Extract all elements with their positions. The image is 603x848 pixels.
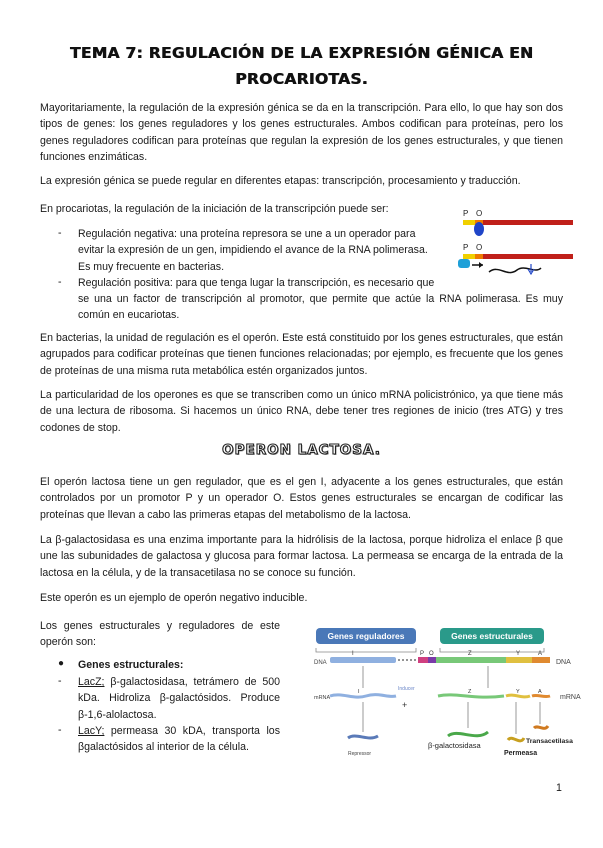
paragraph-genes-intro: Los genes estructurales y reguladores de este operón son: bbox=[40, 620, 280, 649]
operator-segment bbox=[475, 254, 483, 259]
promoter-label: P bbox=[463, 209, 469, 218]
transcription-factor bbox=[458, 259, 470, 268]
mrna-y-label: Y bbox=[516, 689, 520, 695]
genes-estructurales-label: Genes estructurales bbox=[451, 631, 533, 641]
list-item-lacz: LacZ; β-galactosidasa, tetrámero de 500 kDa. Hidroliza β-galactósidos. Produce β-1,6-alolactosa. bbox=[78, 676, 280, 721]
page-title bbox=[40, 40, 563, 92]
title-line-2: PROCARIOTAS. bbox=[235, 70, 368, 88]
genes-structural-heading: Genes estructurales: bbox=[78, 659, 184, 671]
operator-label: O bbox=[476, 209, 483, 218]
arrowhead bbox=[479, 262, 483, 268]
title-line-1: TEMA 7: REGULACIÓN DE LA EXPRESIÓN GÉNICA EN bbox=[69, 44, 534, 62]
laca-label: A bbox=[538, 651, 543, 657]
gene-i-segment bbox=[330, 657, 396, 663]
bullet-dash: - bbox=[58, 276, 62, 288]
operator-segment bbox=[428, 657, 436, 663]
list-item-positive-regulation-a: Regulación positiva: para que tenga lugar la transcripción, es necesario que bbox=[78, 277, 435, 289]
list-item-negative-regulation: Regulación negativa: una proteína represora se une a un operador para evitar la expresión de un gen, impidiendo el avance de la RNA polimerasa. Es muy frecuente en bacterias. bbox=[78, 228, 428, 273]
paragraph-lac-operon: El operón lactosa tiene un gen regulador, que es el gen I, adyacente a los genes estructurales, que están controlados por un promotor P y un operador O. Estos genes estructurales se encargan de codificar las proteínas que llevan a cabo las primeras etapas del metabolismo de la lactosa. bbox=[40, 476, 563, 521]
lacy-label: Y bbox=[516, 651, 521, 657]
promoter-label: P bbox=[420, 651, 425, 657]
section-heading: OPERON LACTOSA. bbox=[222, 442, 381, 458]
list-item-lacy: LacY; permeasa 30 kDA, transporta los βgalactósidos al interior de la célula. bbox=[78, 725, 280, 754]
bullet-dash: - bbox=[58, 675, 62, 687]
paragraph-polycistronic: La particularidad de los operones es que se transcriben como un único mRNA policistrónico, ya que tiene más de una lectura de ribosoma. Si hacemos un único RNA, debe tener tres regiones de inicio (tres ATG) y tres codones de stop. bbox=[40, 389, 563, 434]
mrna-y bbox=[506, 695, 530, 697]
paragraph-intro: Mayoritariamente, la regulación de la expresión génica se da en la transcripción. Para ello, lo que hay son dos tipos de genes: los genes reguladores y los genes estructurales. Ambos codifican para proteínas, pero los genes reguladores codifican para proteínas que regulan la expresión de los genes estructurales, y que tienen funciones enzimáticas. bbox=[40, 102, 563, 164]
laca-segment bbox=[532, 657, 550, 663]
transacetilasa-label: Transacetilasa bbox=[526, 738, 573, 745]
paragraph-stages: La expresión génica se puede regular en diferentes etapas: transcripción, procesamiento y traducción. bbox=[40, 175, 521, 187]
paragraph-operon: En bacterias, la unidad de regulación es el operón. Este está constituido por los genes estructurales, que están agrupados para codificar proteínas que tienen funciones relacionadas; por ejemplo, es frecuente que los genes de proteínas de una misma ruta metabólica estén organizados juntos. bbox=[40, 332, 563, 377]
gene-i-label: I bbox=[352, 651, 354, 657]
mrna-i-label: I bbox=[358, 689, 360, 695]
paragraph-prokaryotes: En procariotas, la regulación de la iniciación de la transcripción puede ser: bbox=[40, 203, 389, 215]
mrna-z-label: Z bbox=[468, 689, 472, 695]
beta-galactosidasa-label: β-galactosidasa bbox=[428, 741, 481, 750]
operator-label: O bbox=[476, 243, 483, 252]
mrna-label-left: mRNA bbox=[314, 695, 331, 701]
gene-segment bbox=[483, 220, 573, 225]
dna-label-right: DNA bbox=[556, 659, 571, 666]
promoter-segment bbox=[463, 254, 475, 259]
inducer-label: Inducer bbox=[398, 686, 415, 692]
lacy-name: LacY; bbox=[78, 725, 105, 737]
bullet-dash: - bbox=[58, 724, 62, 736]
operator-label: O bbox=[429, 651, 434, 657]
lacz-name: LacZ; bbox=[78, 676, 105, 688]
promoter-label: P bbox=[463, 243, 469, 252]
lacz-label: Z bbox=[468, 651, 472, 657]
repressor-protein bbox=[474, 222, 484, 236]
transacetylase-protein bbox=[534, 726, 548, 728]
promoter-segment bbox=[418, 657, 428, 663]
bullet-dash: - bbox=[58, 227, 62, 239]
lacz-segment bbox=[436, 657, 506, 663]
list-item-positive-regulation-b: se una un factor de transcripción al promotor, que permite que actúe la RNA polimerasa. Es muy común en eucariotas. bbox=[78, 293, 563, 322]
regulation-diagram bbox=[455, 206, 575, 296]
permeasa-label: Permeasa bbox=[504, 750, 538, 757]
genes-reguladores-label: Genes reguladores bbox=[327, 631, 405, 641]
repressor-protein bbox=[348, 736, 378, 738]
mrna-a-label: A bbox=[538, 689, 542, 695]
page-number: 1 bbox=[556, 782, 562, 794]
mrna-a bbox=[532, 695, 550, 696]
lac-operon-diagram bbox=[308, 624, 588, 774]
dna-label-left: DNA bbox=[314, 660, 327, 666]
bullet-dot: ● bbox=[58, 658, 65, 669]
promoter-segment bbox=[463, 220, 475, 225]
paragraph-negative-inducible: Este operón es un ejemplo de operón negativo inducible. bbox=[40, 592, 308, 604]
gene-segment bbox=[483, 254, 573, 259]
lacy-segment bbox=[506, 657, 532, 663]
mrna-label-right: mRNA bbox=[560, 694, 581, 701]
paragraph-galactosidase: La β-galactosidasa es una enzima importante para la hidrólisis de la lactosa, porque hidroliza el enlace β que une las subunidades de galactosa y glucosa para formar lactosa. La permeasa se encarga de la entrada de la lactosa en la célula, y de la transacetilasa no se conoce su función. bbox=[40, 534, 563, 579]
repressor-label: Repressor bbox=[348, 751, 372, 757]
plus-sign: + bbox=[402, 700, 408, 710]
